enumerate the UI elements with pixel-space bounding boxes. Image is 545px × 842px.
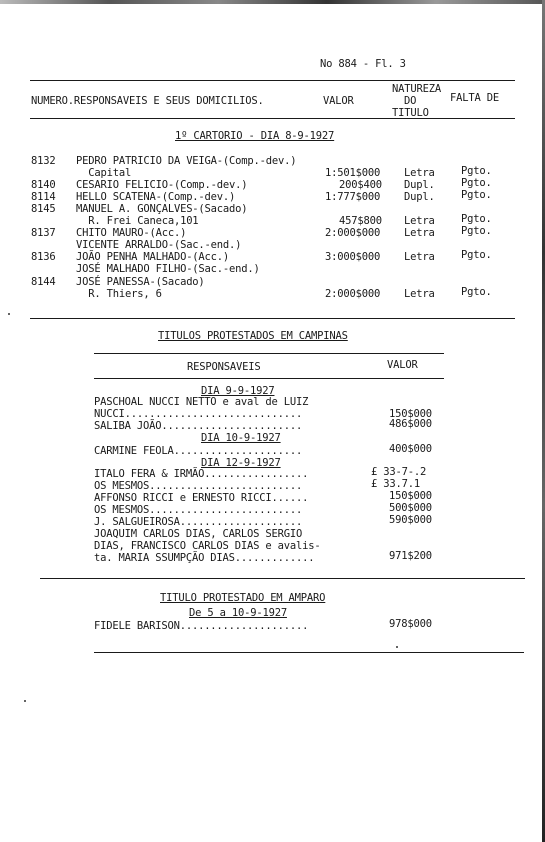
entry-text: Capital [76, 167, 132, 179]
section-3-title: TITULO PROTESTADO EM AMPARO [160, 592, 326, 604]
entry-valor: 2:000$000 [325, 288, 381, 300]
entry-text: JOSÉ MALHADO FILHO-(Sac.-end.) [76, 263, 260, 275]
list-item: NUCCI............................. [94, 408, 303, 420]
entry-text: VICENTE ARRALDO-(Sac.-end.) [76, 239, 242, 251]
header-rule-top [30, 80, 515, 81]
entry-number: 8132 [31, 155, 56, 167]
entry-falta: Pgto. [461, 177, 492, 189]
header-falta: FALTA DE [450, 92, 499, 104]
list-item: FIDELE BARISON..................... [94, 620, 309, 632]
date-heading: DIA 9-9-1927 [201, 385, 275, 397]
entry-natureza: Letra [404, 227, 435, 239]
entry-number: 8114 [31, 191, 56, 203]
section-2-header-valor: VALOR [387, 359, 418, 371]
entry-falta: Pgto. [461, 213, 492, 225]
entry-falta: Pgto. [461, 165, 492, 177]
entry-falta: Pgto. [461, 249, 492, 261]
header-responsaveis: NUMERO.RESPONSAVEIS E SEUS DOMICILIOS. [31, 95, 264, 107]
section-1-rule [30, 318, 515, 319]
entry-text: HELLO SCATENA-(Comp.-dev.) [76, 191, 236, 203]
entry-valor: 200$400 [339, 179, 382, 191]
header-valor: VALOR [323, 95, 354, 107]
scan-speck [24, 700, 26, 702]
section-2-rule-bottom [94, 378, 444, 379]
entry-falta: Pgto. [461, 189, 492, 201]
header-natureza-3: TITULO [392, 107, 429, 119]
entry-natureza: Letra [404, 288, 435, 300]
entry-number: 8140 [31, 179, 56, 191]
list-item-valor: 971$200 [389, 550, 432, 562]
entry-natureza: Letra [404, 215, 435, 227]
entry-text: R. Frei Caneca,101 [76, 215, 199, 227]
list-item-valor: 400$000 [389, 443, 432, 455]
list-item-valor: £ 33-7-.2 [371, 466, 427, 478]
list-item: ITALO FERA & IRMÃO................. [94, 468, 309, 480]
entry-valor: 3:000$000 [325, 251, 381, 263]
scan-speck [396, 646, 398, 648]
section-2-end-rule [40, 578, 525, 579]
section-2-rule-top [94, 353, 444, 354]
entry-text: JOSÉ PANESSA-(Sacado) [76, 276, 205, 288]
entry-text: MANUEL A. GONÇALVES-(Sacado) [76, 203, 248, 215]
list-item: CARMINE FEOLA..................... [94, 445, 303, 457]
list-item-valor: 150$000 [389, 408, 432, 420]
entry-valor: 1:501$000 [325, 167, 381, 179]
date-heading: DIA 10-9-1927 [201, 432, 281, 444]
entry-valor: 1:777$000 [325, 191, 381, 203]
list-item: OS MESMOS......................... [94, 480, 303, 492]
list-item-valor: £ 33.7.1 [371, 478, 420, 490]
scan-speck [8, 313, 10, 315]
page-edge-top [0, 0, 545, 4]
list-item: OS MESMOS......................... [94, 504, 303, 516]
header-natureza-1: NATUREZA [392, 83, 441, 95]
entry-text: CHITO MAURO-(Acc.) [76, 227, 187, 239]
list-item-valor: 978$000 [389, 618, 432, 630]
header-rule-bottom [30, 118, 515, 119]
list-item: JOAQUIM CARLOS DIAS, CARLOS SERGIO [94, 528, 303, 540]
entry-text: JOÃO PENHA MALHADO-(Acc.) [76, 251, 230, 263]
entry-falta: Pgto. [461, 225, 492, 237]
entry-natureza: Letra [404, 251, 435, 263]
list-item: AFFONSO RICCI e ERNESTO RICCI...... [94, 492, 309, 504]
list-item: J. SALGUEIROSA.................... [94, 516, 303, 528]
entry-natureza: Dupl. [404, 191, 435, 203]
section-2-title: TITULOS PROTESTADOS EM CAMPINAS [158, 330, 348, 342]
entry-number: 8144 [31, 276, 56, 288]
list-item: ta. MARIA SSUMPÇÃO DIAS............. [94, 552, 315, 564]
section-3-date: De 5 a 10-9-1927 [189, 607, 287, 619]
entry-valor: 2:000$000 [325, 227, 381, 239]
list-item-valor: 150$000 [389, 490, 432, 502]
entry-number: 8145 [31, 203, 56, 215]
entry-number: 8137 [31, 227, 56, 239]
entry-natureza: Letra [404, 167, 435, 179]
entry-text: PEDRO PATRICIO DA VEIGA-(Comp.-dev.) [76, 155, 297, 167]
entry-text: R. Thiers, 6 [76, 288, 162, 300]
entry-falta: Pgto. [461, 286, 492, 298]
section-3-rule [94, 652, 524, 653]
list-item: PASCHOAL NUCCI NETTO e aval de LUIZ [94, 396, 309, 408]
list-item-valor: 590$000 [389, 514, 432, 526]
entry-number: 8136 [31, 251, 56, 263]
list-item-valor: 486$000 [389, 418, 432, 430]
entry-text: CESARIO FELICIO-(Comp.-dev.) [76, 179, 248, 191]
date-heading: DIA 12-9-1927 [201, 457, 281, 469]
entry-valor: 457$800 [339, 215, 382, 227]
page-number: No 884 - Fl. 3 [320, 58, 406, 70]
section-2-header-responsaveis: RESPONSAVEIS [187, 361, 261, 373]
entry-natureza: Dupl. [404, 179, 435, 191]
list-item-valor: 500$000 [389, 502, 432, 514]
section-1-title: 1º CARTORIO - DIA 8-9-1927 [175, 130, 335, 142]
header-natureza-2: DO [404, 95, 417, 107]
list-item: SALIBA JOÃO....................... [94, 420, 303, 432]
list-item: DIAS, FRANCISCO CARLOS DIAS e avalis- [94, 540, 321, 552]
